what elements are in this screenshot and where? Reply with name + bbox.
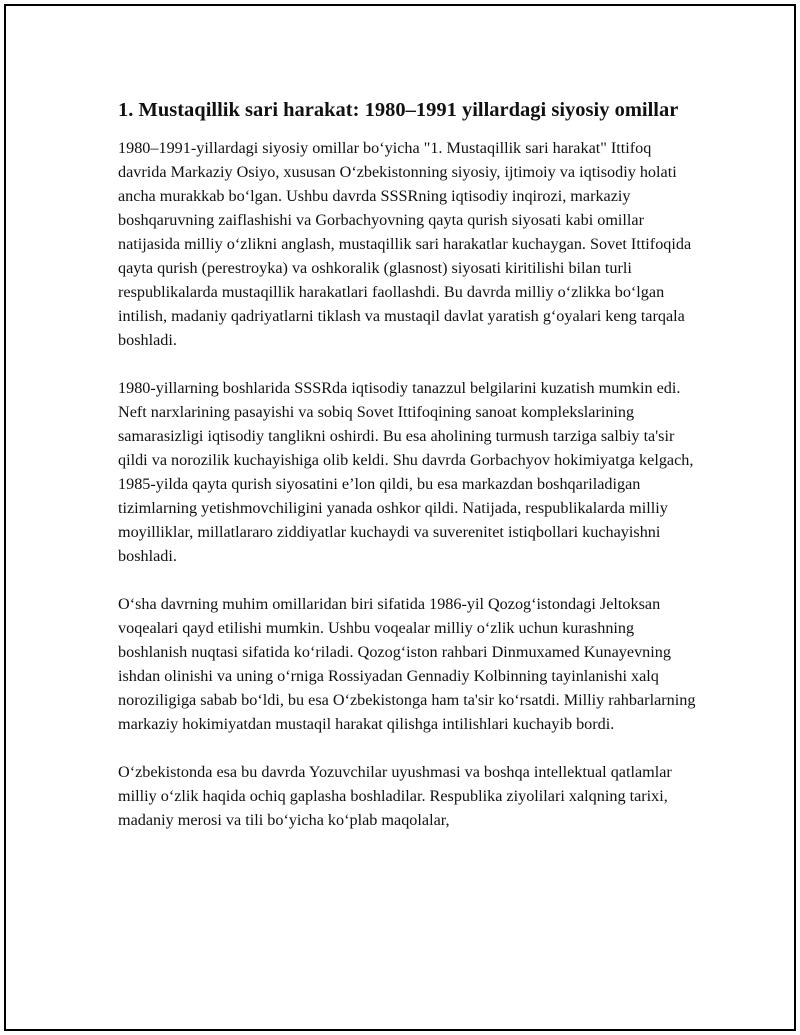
document-page <box>4 4 796 1031</box>
paragraph-3: O‘sha davrning muhim omillaridan biri sifatida 1986-yil Qozog‘istondagi Jeltoksan voqealari qayd etilishi mumkin. Ushbu voqealar milliy o‘zlik uchun kurashning boshlanish nuqtasi sifatida ko‘riladi. Qozog‘iston rahbari Dinmuxamed Kunayevning ishdan olinishi va uning o‘rniga Rossiyadan Gennadiy Kolbinning tayinlanishi xalq noroziligiga sabab bo‘ldi, bu esa O‘zbekistonga ham ta'sir ko‘rsatdi. Milliy rahbarlarning markaziy hokimiyatdan mustaqil harakat qilishga intilishlari kuchayib bordi. <box>118 595 696 733</box>
document-body <box>118 96 696 856</box>
paragraph-2: 1980-yillarning boshlarida SSSRda iqtisodiy tanazzul belgilarini kuzatish mumkin edi. Neft narxlarining pasayishi va sobiq Sovet Ittifoqining sanoat komplekslarining samarasizligi iqtisodiy tanglikni oshirdi. Bu esa aholining turmush tarziga salbiy ta'sir qildi va norozilik kuchayishiga olib keldi. Shu davrda Gorbachyov hokimiyatga kelgach, 1985-yilda qayta qurish siyosatini e’lon qildi, bu esa markazdan boshqariladigan tizimlarning yetishmovchiligini yanada oshkor qildi. Natijada, respublikalarda milliy moyilliklar, millatlararo ziddiyatlar kuchaydi va suverenitet istiqbollari kuchayishni boshladi. <box>118 379 694 565</box>
paragraph-1: 1980–1991-yillardagi siyosiy omillar bo‘yicha "1. Mustaqillik sari harakat" Ittifoq davrida Markaziy Osiyo, xususan O‘zbekistonning siyosiy, ijtimoiy va iqtisodiy holati ancha murakkab bo‘lgan. Ushbu davrda SSSRning iqtisodiy inqirozi, markaziy boshqaruvning zaiflashishi va Gorbachyovning qayta qurish siyosati kabi omillar natijasida milliy o‘zlikni anglash, mustaqillik sari harakatlar kuchaygan. Sovet Ittifoqida qayta qurish (perestroyka) va oshkoralik (glasnost) siyosati kiritilishi bilan turli respublikalarda mustaqillik harakatlari faollashdi. Bu davrda milliy o‘zlikka bo‘lgan intilish, madaniy qadriyatlarni tiklash va mustaqil davlat yaratish g‘oyalari keng tarqala boshladi. <box>118 139 692 349</box>
document-title: 1. Mustaqillik sari harakat: 1980–1991 yillardagi siyosiy omillar <box>118 99 679 121</box>
paragraph-4: O‘zbekistonda esa bu davrda Yozuvchilar uyushmasi va boshqa intellektual qatlamlar milliy o‘zlik haqida ochiq gaplasha boshladilar. Respublika ziyolilari xalqning tarixi, madaniy merosi va tili bo‘yicha ko‘plab maqolalar, <box>118 763 672 829</box>
